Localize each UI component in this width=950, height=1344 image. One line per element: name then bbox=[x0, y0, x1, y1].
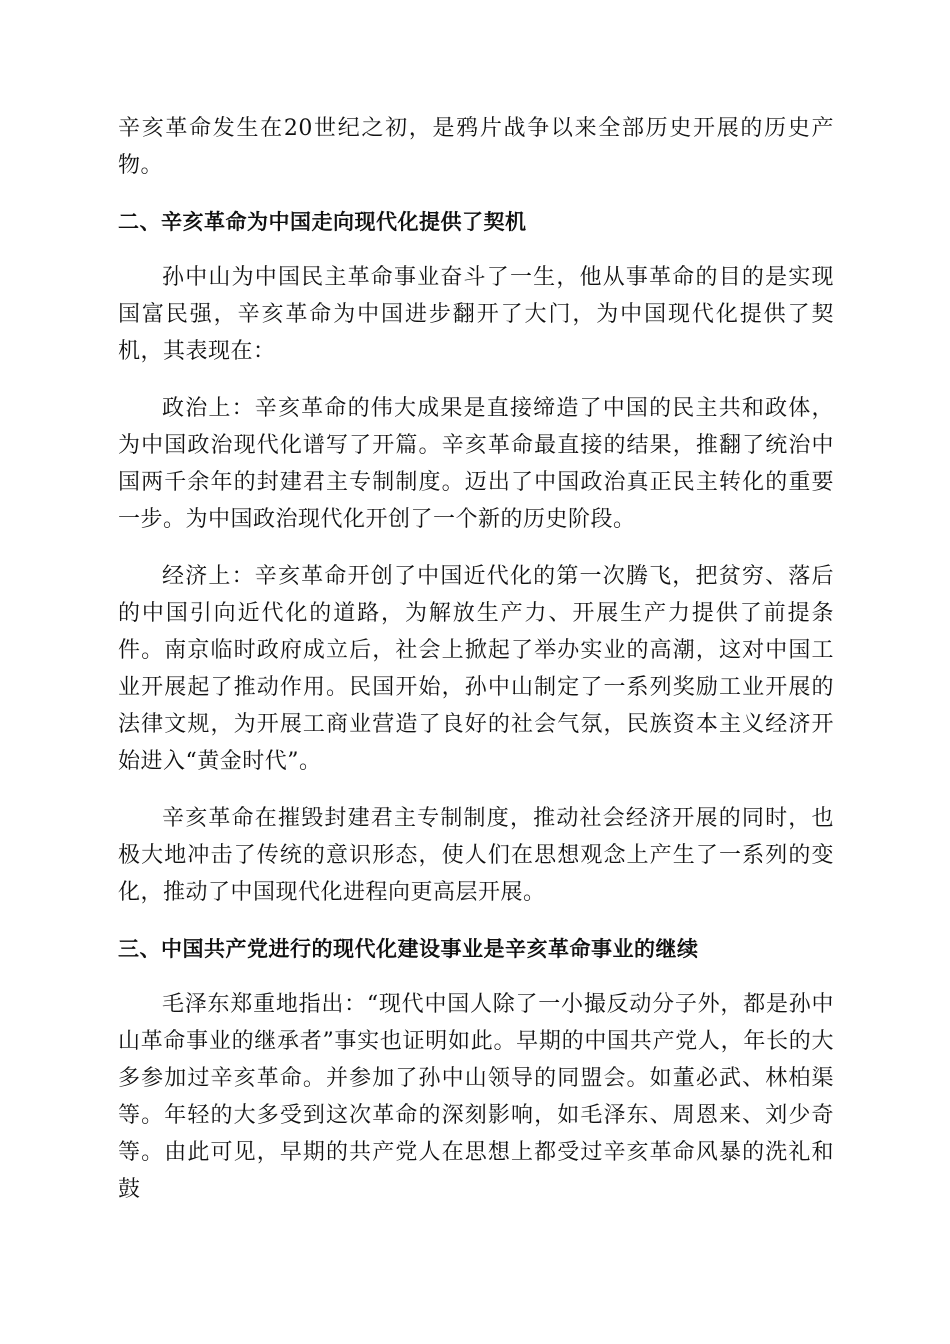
paragraph-politics: 政治上：辛亥革命的伟大成果是直接缔造了中国的民主共和政体，为中国政治现代化谱写了开篇。辛亥革命最直接的结果，推翻了统治中国两千余年的封建君主专制制度。迈出了中国政治真正民主转化的重要一步。为中国政治现代化开创了一个新的历史阶段。 bbox=[118, 396, 834, 532]
paragraph-economy: 经济上：辛亥革命开创了中国近代化的第一次腾飞，把贫穷、落后的中国引向近代化的道路，为解放生产力、开展生产力提供了前提条件。南京临时政府成立后，社会上掀起了举办实业的高潮，这对中国工业开展起了推动作用。民国开始，孙中山制定了一系列奖励工业开展的法律文规，为开展工商业营造了良好的社会气氛，民族资本主义经济开始进入“黄金时代”。 bbox=[118, 564, 834, 774]
paragraph-ideology: 辛亥革命在摧毁封建君主专制制度，推动社会经济开展的同时，也极大地冲击了传统的意识形态，使人们在思想观念上产生了一系列的变化，推动了中国现代化进程向更高层开展。 bbox=[118, 806, 834, 905]
document-body bbox=[118, 110, 834, 1228]
section-heading-2: 二、辛亥革命为中国走向现代化提供了契机 bbox=[118, 210, 527, 234]
paragraph-intro: 辛亥革命发生在20世纪之初，是鸦片战争以来全部历史开展的历史产物。 bbox=[118, 116, 834, 178]
paragraph-mao-quote: 毛泽东郑重地指出：“现代中国人除了一小撮反动分子外，都是孙中山革命事业的继承者”事实也证明如此。早期的中国共产党人，年长的大多参加过辛亥革命。并参加了孙中山领导的同盟会。如董必武、林柏渠等。年轻的大多受到这次革命的深刻影响，如毛泽东、周恩来、刘少奇等。由此可见，早期的共产党人在思想上都受过辛亥革命风暴的洗礼和鼓 bbox=[118, 992, 834, 1202]
section-heading-3: 三、中国共产党进行的现代化建设事业是辛亥革命事业的继续 bbox=[118, 937, 699, 961]
paragraph-sun-yatsen: 孙中山为中国民主革命事业奋斗了一生，他从事革命的目的是实现国富民强，辛亥革命为中国进步翻开了大门，为中国现代化提供了契机，其表现在： bbox=[118, 265, 834, 364]
